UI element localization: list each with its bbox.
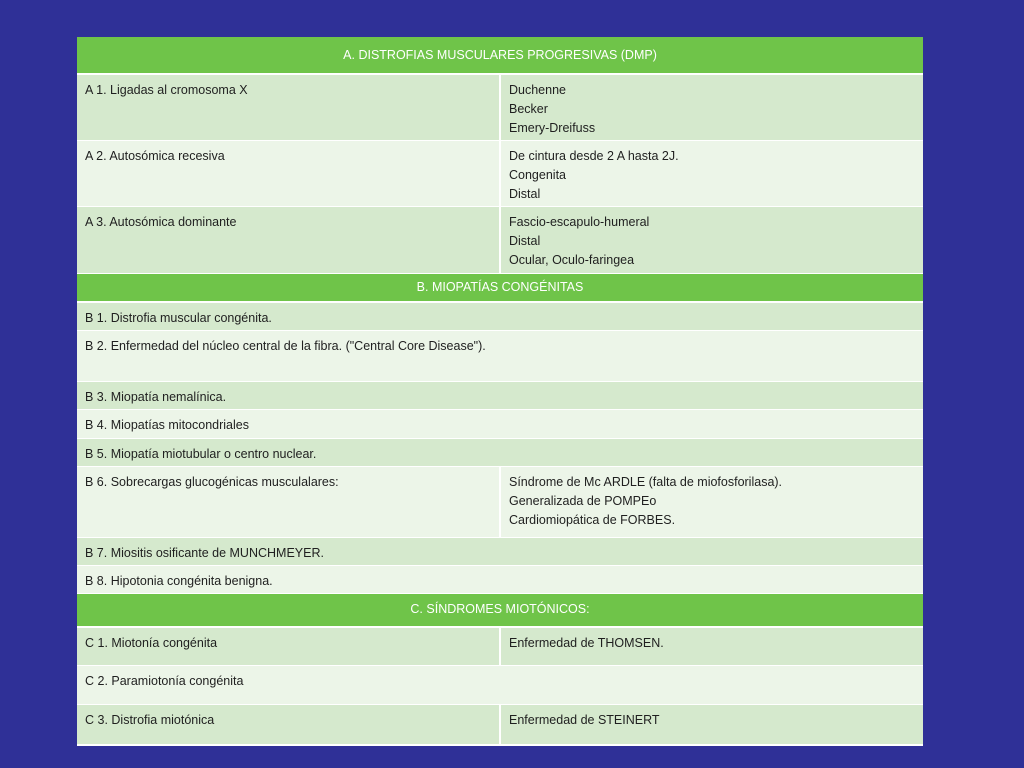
row-label: B 2. Enfermedad del núcleo central de la fibra. ("Central Core Disease"). xyxy=(77,330,923,381)
table-row xyxy=(77,206,923,273)
row-items xyxy=(500,206,923,273)
row-label: C 2. Paramiotonía congénita xyxy=(77,665,923,704)
row-item: Cardiomiopática de FORBES. xyxy=(509,512,676,527)
table-row xyxy=(77,330,923,381)
row-items xyxy=(500,627,923,665)
table-row xyxy=(77,74,923,140)
row-items xyxy=(500,140,923,206)
row-item: Síndrome de Mc ARDLE (falta de miofosforilasa). xyxy=(509,474,783,489)
section-b-title: B. MIOPATÍAS CONGÉNITAS xyxy=(77,273,923,302)
row-items xyxy=(500,74,923,140)
classification-table xyxy=(77,37,923,745)
section-a-header-row xyxy=(77,37,923,74)
row-label: B 8. Hipotonia congénita benigna. xyxy=(77,565,923,593)
row-label: C 3. Distrofia miotónica xyxy=(77,704,500,744)
table-row xyxy=(77,565,923,593)
row-label: B 1. Distrofia muscular congénita. xyxy=(77,302,923,330)
section-b-header-row xyxy=(77,273,923,302)
slide xyxy=(77,37,923,746)
row-item: Distal xyxy=(509,186,541,201)
row-label: B 5. Miopatía miotubular o centro nuclear. xyxy=(77,438,923,466)
table-row xyxy=(77,438,923,466)
row-label: B 6. Sobrecargas glucogénicas musculalares: xyxy=(77,466,500,537)
section-a-title: A. DISTROFIAS MUSCULARES PROGRESIVAS (DMP) xyxy=(77,37,923,74)
row-item: Ocular, Oculo-faringea xyxy=(509,252,635,267)
row-label: A 3. Autosómica dominante xyxy=(77,206,500,273)
row-items xyxy=(500,466,923,537)
row-item: Duchenne xyxy=(509,83,566,97)
table-row xyxy=(77,627,923,665)
row-item: Generalizada de POMPEo xyxy=(509,493,657,508)
row-item: Enfermedad de THOMSEN. xyxy=(509,636,664,650)
table-row xyxy=(77,704,923,744)
row-label: B 7. Miositis osificante de MUNCHMEYER. xyxy=(77,537,923,565)
row-item: Congenita xyxy=(509,167,566,182)
table-row xyxy=(77,409,923,438)
row-item: Enfermedad de STEINERT xyxy=(509,712,660,727)
row-label: A 1. Ligadas al cromosoma X xyxy=(77,74,500,140)
row-item: De cintura desde 2 A hasta 2J. xyxy=(509,148,679,163)
row-label: C 1. Miotonía congénita xyxy=(77,627,500,665)
row-label: A 2. Autosómica recesiva xyxy=(77,140,500,206)
row-label: B 4. Miopatías mitocondriales xyxy=(77,409,923,438)
table-row xyxy=(77,140,923,206)
table-row xyxy=(77,302,923,330)
table-row xyxy=(77,381,923,409)
row-label: B 3. Miopatía nemalínica. xyxy=(77,381,923,409)
row-item: Fascio-escapulo-humeral xyxy=(509,214,650,229)
table-row xyxy=(77,537,923,565)
table-row xyxy=(77,466,923,537)
section-c-title: C. SÍNDROMES MIOTÓNICOS: xyxy=(77,593,923,627)
row-items xyxy=(500,704,923,744)
row-item: Emery-Dreifuss xyxy=(509,121,596,135)
row-item: Distal xyxy=(509,233,541,248)
section-c-header-row xyxy=(77,593,923,627)
row-item: Becker xyxy=(509,102,548,116)
table-row xyxy=(77,665,923,704)
